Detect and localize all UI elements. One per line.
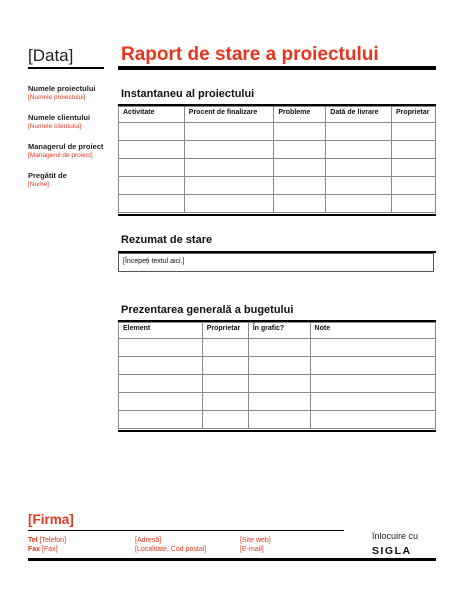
budget-table bbox=[118, 322, 436, 429]
sidebar-divider bbox=[28, 67, 104, 69]
table-row bbox=[119, 177, 436, 195]
fax-value[interactable]: [Fax] bbox=[42, 546, 58, 553]
footer-website[interactable]: [Site web] bbox=[240, 537, 271, 544]
table-cell[interactable] bbox=[119, 339, 203, 357]
sidebar-item-client-name bbox=[28, 113, 114, 131]
sidebar-item-value[interactable]: [Managerul de proiect] bbox=[28, 152, 93, 159]
table-cell[interactable] bbox=[119, 141, 185, 159]
date-placeholder[interactable]: [Data] bbox=[28, 46, 74, 65]
column-header: În grafic? bbox=[248, 323, 310, 339]
table-cell[interactable] bbox=[248, 375, 310, 393]
table-cell[interactable] bbox=[391, 195, 435, 213]
table-cell[interactable] bbox=[326, 159, 392, 177]
table-cell[interactable] bbox=[184, 123, 274, 141]
budget-heading: Prezentarea generală a bugetului bbox=[121, 304, 294, 316]
sidebar-item-label: Managerul de proiect bbox=[28, 142, 104, 151]
table-row bbox=[119, 411, 436, 429]
column-header: Element bbox=[119, 323, 203, 339]
footer-rule bbox=[28, 530, 344, 531]
table-cell[interactable] bbox=[248, 393, 310, 411]
column-header: Procent de finalizare bbox=[184, 107, 274, 123]
table-cell[interactable] bbox=[310, 411, 435, 429]
table-header-row bbox=[119, 323, 436, 339]
table-cell[interactable] bbox=[274, 141, 326, 159]
footer-city[interactable]: [Localitate, Cod poștal] bbox=[135, 546, 207, 553]
column-header: Activitate bbox=[119, 107, 185, 123]
table-cell[interactable] bbox=[119, 375, 203, 393]
table-cell[interactable] bbox=[119, 123, 185, 141]
table-cell[interactable] bbox=[202, 357, 248, 375]
table-cell[interactable] bbox=[274, 159, 326, 177]
phone-value[interactable]: [Telefon] bbox=[39, 537, 67, 544]
sidebar-item-label: Numele clientului bbox=[28, 113, 91, 122]
table-cell[interactable] bbox=[119, 393, 203, 411]
table-cell[interactable] bbox=[119, 195, 185, 213]
table-cell[interactable] bbox=[391, 159, 435, 177]
summary-heading: Rezumat de stare bbox=[121, 234, 213, 246]
table-row bbox=[119, 159, 436, 177]
table-cell[interactable] bbox=[119, 357, 203, 375]
table-cell[interactable] bbox=[202, 411, 248, 429]
table-cell[interactable] bbox=[326, 123, 392, 141]
table-cell[interactable] bbox=[184, 195, 274, 213]
table-row bbox=[119, 195, 436, 213]
sidebar-item-label: Pregătit de bbox=[28, 171, 67, 180]
footer-phone bbox=[28, 536, 66, 545]
table-cell[interactable] bbox=[202, 339, 248, 357]
table-cell[interactable] bbox=[274, 123, 326, 141]
table-cell[interactable] bbox=[310, 375, 435, 393]
table-cell[interactable] bbox=[184, 141, 274, 159]
logo-replace-text: înlocuire cu bbox=[372, 531, 419, 541]
snapshot-table bbox=[118, 106, 436, 213]
sidebar-item-value[interactable]: [Numele proiectului] bbox=[28, 94, 86, 101]
title-divider bbox=[118, 66, 436, 70]
table-cell[interactable] bbox=[119, 411, 203, 429]
table-cell[interactable] bbox=[310, 357, 435, 375]
column-header: Dată de livrare bbox=[326, 107, 392, 123]
table-row bbox=[119, 375, 436, 393]
sidebar-item-value[interactable]: [Numele clientului] bbox=[28, 123, 82, 130]
footer-bottom-rule bbox=[28, 558, 436, 561]
table-cell[interactable] bbox=[326, 141, 392, 159]
column-header: Probleme bbox=[274, 107, 326, 123]
snapshot-table-bottom-rule bbox=[118, 214, 436, 216]
table-cell[interactable] bbox=[391, 141, 435, 159]
logo-placeholder[interactable]: SIGLA bbox=[372, 545, 412, 557]
table-cell[interactable] bbox=[274, 195, 326, 213]
snapshot-heading: Instantaneu al proiectului bbox=[121, 88, 255, 100]
sidebar-item-prepared-by bbox=[28, 171, 114, 189]
table-row bbox=[119, 393, 436, 411]
phone-label: Tel bbox=[28, 537, 38, 544]
sidebar-item-label: Numele proiectului bbox=[28, 84, 96, 93]
page-title: Raport de stare a proiectului bbox=[121, 44, 379, 65]
table-row bbox=[119, 123, 436, 141]
table-cell[interactable] bbox=[248, 357, 310, 375]
firm-name[interactable]: [Firma] bbox=[28, 512, 74, 527]
table-cell[interactable] bbox=[202, 393, 248, 411]
summary-textbox[interactable]: [Începeți textul aici.] bbox=[118, 253, 434, 272]
sidebar-item-project-manager bbox=[28, 142, 114, 160]
table-cell[interactable] bbox=[326, 195, 392, 213]
footer-fax bbox=[28, 545, 58, 554]
budget-table-bottom-rule bbox=[118, 430, 436, 432]
column-header: Proprietar bbox=[202, 323, 248, 339]
table-cell[interactable] bbox=[274, 177, 326, 195]
table-cell[interactable] bbox=[391, 123, 435, 141]
fax-label: Fax bbox=[28, 546, 41, 553]
table-cell[interactable] bbox=[184, 177, 274, 195]
table-cell[interactable] bbox=[202, 375, 248, 393]
table-row bbox=[119, 339, 436, 357]
table-cell[interactable] bbox=[119, 159, 185, 177]
table-row bbox=[119, 141, 436, 159]
table-row bbox=[119, 357, 436, 375]
table-cell[interactable] bbox=[248, 411, 310, 429]
table-cell[interactable] bbox=[119, 177, 185, 195]
table-cell[interactable] bbox=[248, 339, 310, 357]
table-cell[interactable] bbox=[391, 177, 435, 195]
table-header-row bbox=[119, 107, 436, 123]
table-cell[interactable] bbox=[310, 339, 435, 357]
sidebar-item-value[interactable]: [Nume] bbox=[28, 181, 49, 188]
footer-email[interactable]: [E-mail] bbox=[240, 546, 264, 553]
table-cell[interactable] bbox=[310, 393, 435, 411]
column-header: Note bbox=[310, 323, 435, 339]
table-cell[interactable] bbox=[326, 177, 392, 195]
column-header: Proprietar bbox=[391, 107, 435, 123]
table-cell[interactable] bbox=[184, 159, 274, 177]
footer-address[interactable]: [Adresă] bbox=[135, 537, 162, 544]
sidebar-item-project-name bbox=[28, 84, 114, 102]
